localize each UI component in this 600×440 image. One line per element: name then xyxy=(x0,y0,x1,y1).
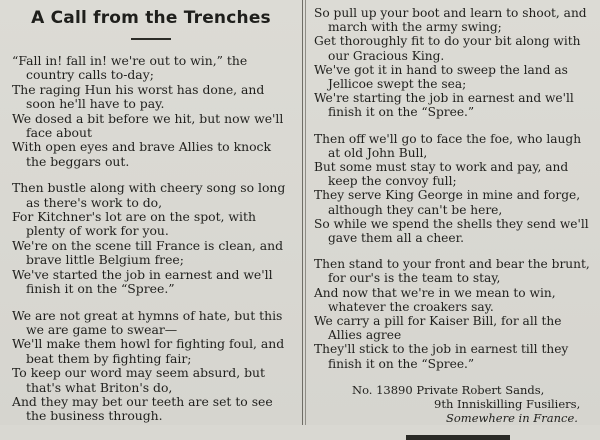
verse-line: We'll make them howl for fighting foul, and beat them by fighting fair; xyxy=(12,336,285,366)
verse-line: Get thoroughly fit to do your bit along with our Gracious King. xyxy=(314,34,581,63)
verse-line: So while we spend the shells they send we'll gave them all a cheer. xyxy=(314,216,589,246)
verse-line: They'll stick to the job in earnest till they finish it on the “Spree.” xyxy=(314,342,569,371)
stanza-2 xyxy=(12,181,290,296)
author-signature xyxy=(314,383,592,425)
right-column xyxy=(306,0,600,425)
verse-line: We've got it in hand to sweep the land as Jellicoe swept the sea; xyxy=(314,62,568,92)
verse-line: We are not great at hymns of hate, but this we are game to swear— xyxy=(12,307,283,337)
stanza-1 xyxy=(12,54,290,169)
stanza-5 xyxy=(314,132,592,246)
verse-line: But some must stay to work and pay, and keep the convoy full; xyxy=(314,160,569,189)
stanza-4 xyxy=(314,6,592,120)
verse-line: Then stand to your front and bear the brunt, for our's is the team to stay, xyxy=(314,257,590,286)
verse-line: For Kitchner's lot are on the spot, with plenty of work for you. xyxy=(12,209,256,239)
verse-line: Then bustle along with cheery song so long as there's work to do, xyxy=(12,180,286,210)
stanza-6 xyxy=(314,257,592,371)
column-divider xyxy=(302,0,303,425)
verse-line: We're starting the job in earnest and we'll finish it on the “Spree.” xyxy=(314,91,574,120)
verse-line: They serve King George in mine and forge, although they can't be here, xyxy=(314,188,581,217)
verse-line: Then off we'll go to face the foe, who laugh at old John Bull, xyxy=(314,131,582,160)
end-rule xyxy=(406,435,510,440)
poem-title: A Call from the Trenches xyxy=(31,8,271,28)
left-column xyxy=(0,0,300,425)
signature-location: Somewhere in France. xyxy=(446,410,578,425)
verse-line: We're on the scene till France is clean, and brave little Belgium free; xyxy=(12,237,284,268)
title-underline xyxy=(131,38,171,40)
verse-line: We carry a pill for Kaiser Bill, for all the Allies agree xyxy=(314,314,562,343)
verse-line: So pull up your boot and learn to shoot, and march with the army swing; xyxy=(314,6,587,35)
signature-regiment: 9th Inniskilling Fusiliers, xyxy=(434,396,581,411)
verse-line: With open eyes and brave Allies to knock the beggars out. xyxy=(12,139,271,169)
verse-line: And they may bet our teeth are set to see the business through. xyxy=(12,393,273,424)
verse-line: We dosed a bit before we hit, but now we'll face about xyxy=(12,110,284,141)
verse-line: And now that we're in we mean to win, whatever the croakers say. xyxy=(314,285,556,314)
signature-name: No. 13890 Private Robert Sands, xyxy=(352,382,545,397)
stanza-3 xyxy=(12,309,290,424)
verse-line: To keep our word may seem absurd, but that's what Briton's do, xyxy=(12,365,265,395)
verse-line: The raging Hun his worst has done, and soon he'll have to pay. xyxy=(12,81,265,112)
verse-line: “Fall in! fall in! we're out to win,” the country calls to-day; xyxy=(12,53,248,83)
verse-line: We've started the job in earnest and we'll finish it on the “Spree.” xyxy=(12,266,273,297)
